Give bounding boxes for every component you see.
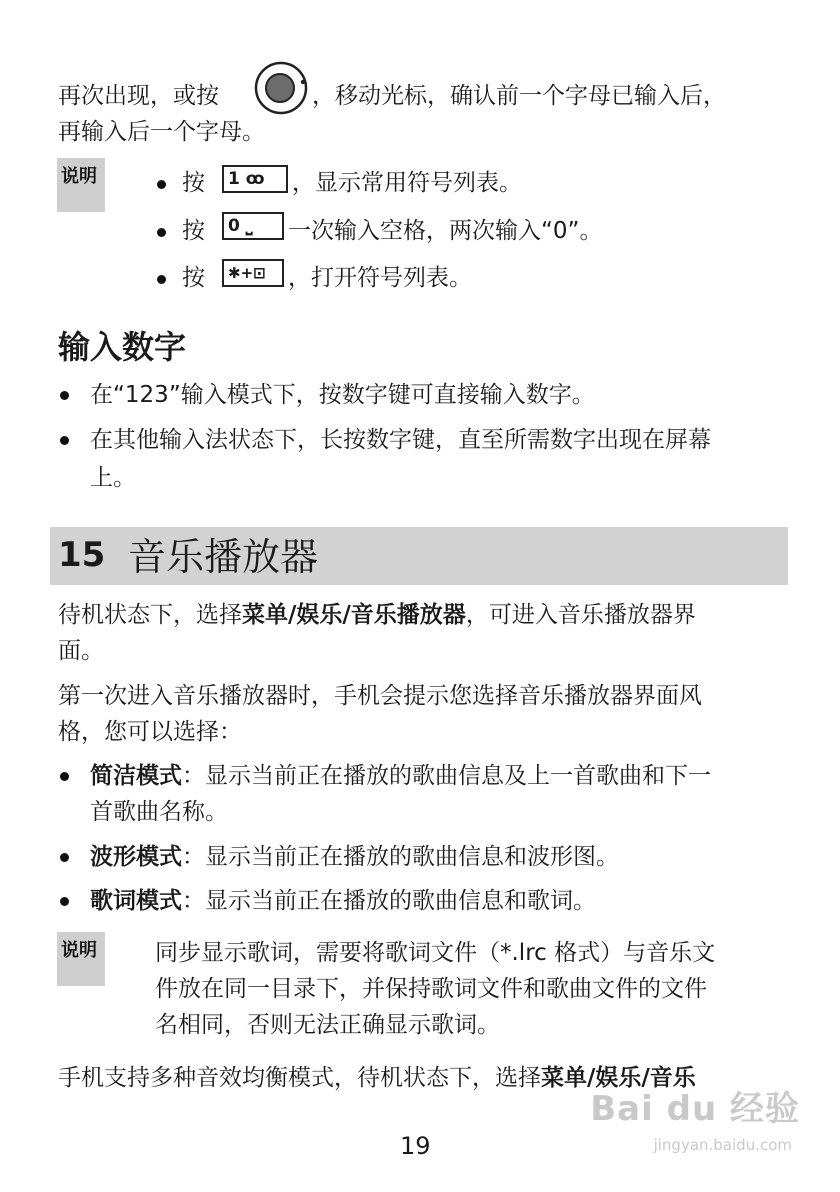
note2-line-1: 同步显示歌词，需要将歌词文件（*.lrc 格式）与音乐文 [155,940,716,966]
page-number: 19 [400,1132,431,1160]
para1-text-c: ，可进入音乐播放器界 [465,602,696,628]
mode-item-1-cont: 首歌曲名称。 [90,799,228,825]
para1-text-a: 待机状态下，选择 [58,602,242,628]
top-line-1a: 再次出现，或按 [58,83,219,109]
bullet-dot [60,436,69,445]
mode-name: 简洁模式 [90,763,182,789]
para1-line-2: 面。 [58,638,104,664]
mode-desc: ：显示当前正在播放的歌曲信息和波形图。 [182,844,619,870]
mode-desc: ：显示当前正在播放的歌曲信息及上一首歌曲和下一 [182,763,711,789]
mode-name: 歌词模式 [90,888,182,914]
note1-item-3-suffix: ，打开符号列表。 [288,265,472,291]
note2-line-2: 件放在同一目录下，并保持歌词文件和歌曲文件的文件 [155,976,707,1002]
bullet-dot [60,853,69,862]
chapter-number: 15 [58,535,106,575]
top-line-1b: ，移动光标，确认前一个字母已输入后， [312,83,726,109]
key-star-icon: ✱+⊡ [222,259,284,287]
mode-item-2 [90,839,619,875]
mode-name: 波形模式 [90,844,182,870]
digits-bullet-1: 在“123”输入模式下，按数字键可直接输入数字。 [90,382,595,408]
note-label: 说明 [57,932,105,986]
para3-text-a: 手机支持多种音效均衡模式，待机状态下，选择 [58,1065,541,1091]
note1-item-1-suffix: ，显示常用符号列表。 [292,170,522,196]
note1-item-3-prefix: 按 [182,265,205,291]
digits-bullet-2: 在其他输入法状态下，长按数字键，直至所需数字出现在屏幕 [90,427,711,453]
para2-line-2: 格，您可以选择： [58,719,242,745]
para1-line-1 [58,597,696,633]
menu-path: 菜单/娱乐/音乐播放器 [242,602,466,628]
top-line-2: 再输入后一个字母。 [58,119,265,145]
section-heading: 输入数字 [58,328,187,366]
watermark-logo: Bai du 经验 [590,1089,800,1129]
nav-key-icon [253,60,309,116]
bullet-dot [157,275,166,284]
mode-item-1 [90,758,711,794]
mode-item-3 [90,883,596,919]
note2-line-3: 名相同，否则无法正确显示歌词。 [155,1012,500,1038]
bullet-dot [157,180,166,189]
bullet-dot [60,772,69,781]
mode-desc: ：显示当前正在播放的歌曲信息和歌词。 [182,888,596,914]
note-label: 说明 [57,158,105,212]
bullet-dot [60,391,69,400]
note1-item-2-prefix: 按 [182,218,205,244]
note1-item-2-suffix: 一次输入空格，两次输入“0”。 [288,218,603,244]
key-0-icon: 0 ⎵ [222,212,284,240]
digits-bullet-2-cont: 上。 [90,465,136,491]
note1-item-1-prefix: 按 [182,170,205,196]
chapter-title: 音乐播放器 [128,535,319,579]
bullet-dot [157,228,166,237]
bullet-dot [60,897,69,906]
key-1-icon: 1 ꝏ [222,165,288,193]
watermark-url: jingyan.baidu.com [653,1136,792,1154]
para2-line-1: 第一次进入音乐播放器时，手机会提示您选择音乐播放器界面风 [58,683,702,709]
menu-path: 菜单/娱乐/音乐 [541,1065,696,1091]
